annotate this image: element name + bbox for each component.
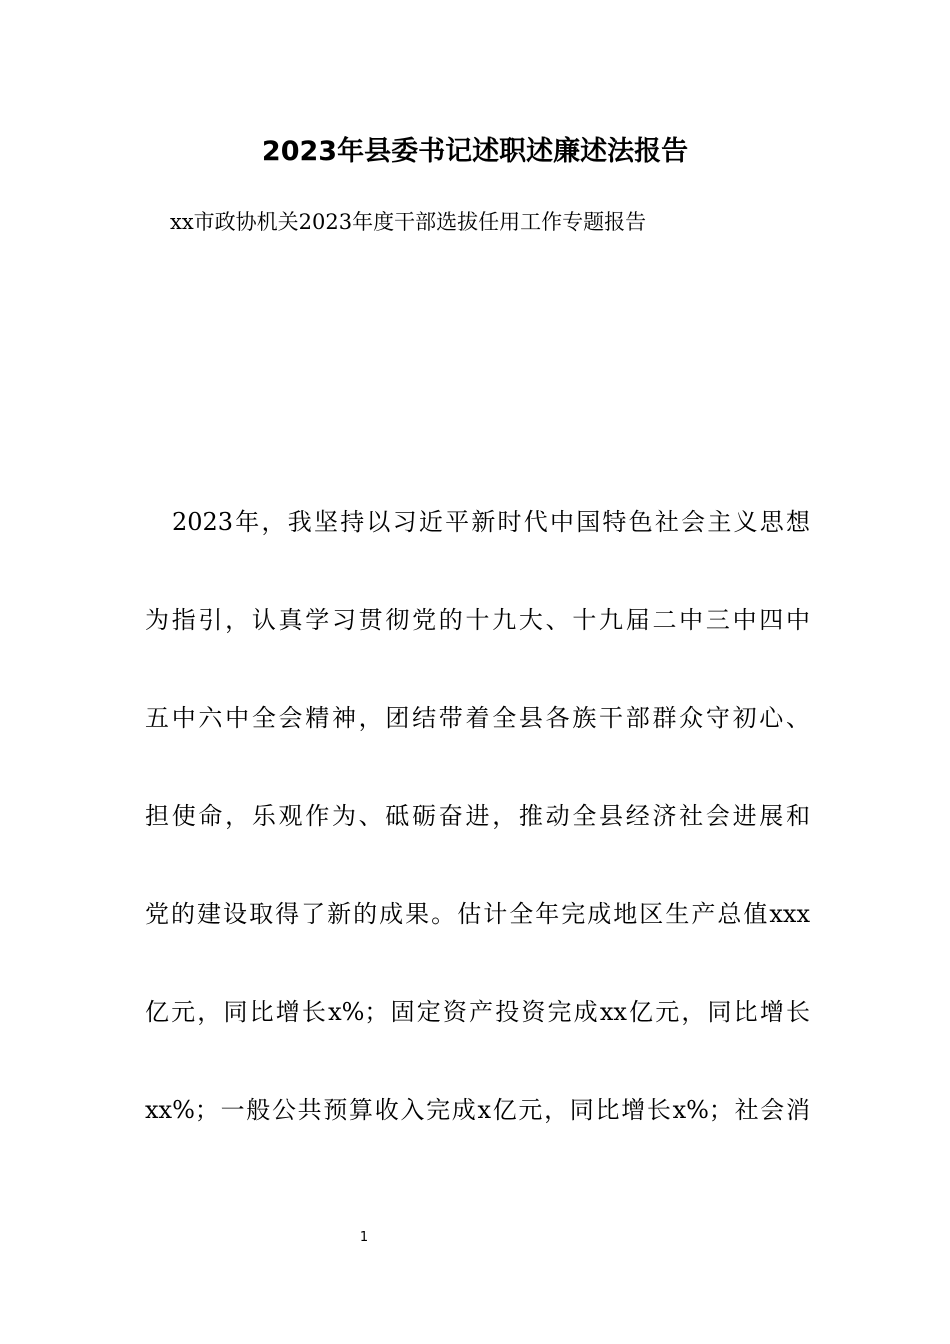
body-paragraph-line: 五中六中全会精神，团结带着全县各族干部群众守初心、 xyxy=(145,704,810,732)
body-paragraph-line: 亿元，同比增长x%；固定资产投资完成xx亿元，同比增长 xyxy=(145,998,810,1026)
body-paragraph-line: xx%；一般公共预算收入完成x亿元，同比增长x%；社会消 xyxy=(145,1096,810,1124)
body-paragraph-line: 担使命，乐观作为、砥砺奋进，推动全县经济社会进展和 xyxy=(145,802,810,830)
document-title: 2023年县委书记述职述廉述法报告 xyxy=(261,136,689,167)
document-subtitle: xx市政协机关2023年度干部选拔任用工作专题报告 xyxy=(170,210,647,234)
body-paragraph-line: 党的建设取得了新的成果。估计全年完成地区生产总值xxx xyxy=(145,900,810,928)
page-number: 1 xyxy=(359,1230,369,1245)
body-paragraph-line: 2023年，我坚持以习近平新时代中国特色社会主义思想 xyxy=(172,508,810,536)
body-paragraph-line: 为指引，认真学习贯彻党的十九大、十九届二中三中四中 xyxy=(145,606,810,634)
